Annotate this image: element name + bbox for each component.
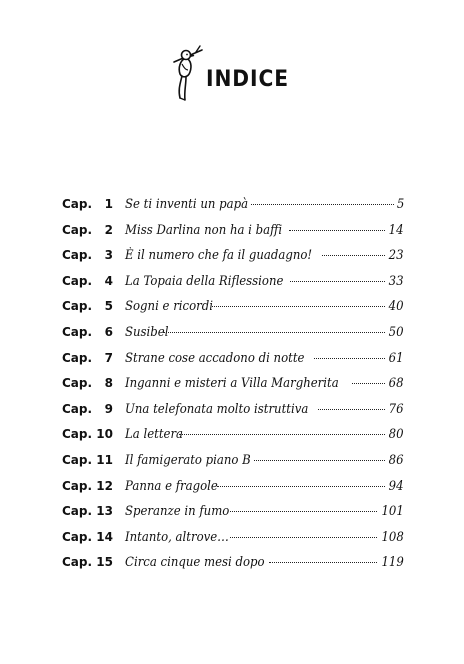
chapter-number: 11 [96, 452, 113, 467]
chapter-label: Cap. [62, 324, 93, 339]
chapter-number: 10 [96, 427, 113, 442]
toc-entry [62, 555, 404, 581]
chapter-title: Strane cose accadono di notte [125, 350, 305, 366]
page-title: INDICE [205, 67, 289, 92]
chapter-number: 1 [104, 197, 113, 211]
dot-leader [290, 280, 385, 282]
chapter-title: Intanto, altrove… [125, 529, 229, 545]
chapter-page-number: 108 [381, 529, 404, 545]
chapter-number: 13 [96, 504, 113, 519]
chapter-page-number: 76 [389, 401, 404, 417]
chapter-label: Cap. [62, 427, 93, 442]
chapter-page-number: 86 [389, 452, 404, 468]
chapter-page-number: 5 [396, 197, 404, 212]
chapter-label: Cap. [62, 248, 93, 263]
toc-entry [62, 427, 404, 453]
title-group [168, 40, 296, 102]
chapter-page-number: 119 [381, 555, 404, 571]
chapter-entry [125, 197, 404, 212]
chapter-entry [125, 504, 404, 519]
toc-entry [62, 376, 404, 402]
chapter-entry [125, 479, 404, 494]
toc-entry [62, 530, 404, 556]
chapter-entry [125, 427, 404, 442]
chapter-page-number: 101 [381, 504, 404, 520]
chapter-page-number: 80 [389, 427, 404, 443]
chapter-number: 4 [104, 273, 113, 288]
chapter-page-number: 68 [389, 376, 404, 392]
chapter-label: Cap. [62, 273, 93, 288]
dot-leader [251, 203, 394, 205]
chapter-title: La lettera [125, 427, 184, 443]
toc-entry [62, 299, 404, 325]
chapter-number: 12 [96, 478, 113, 493]
index-header [0, 40, 464, 102]
chapter-label: Cap. [62, 478, 93, 493]
chapter-label: Cap. [62, 504, 93, 519]
chapter-entry [125, 248, 404, 263]
chapter-entry [125, 351, 404, 366]
dot-leader [254, 459, 385, 461]
toc-entry [62, 453, 404, 479]
toc-entry [62, 197, 404, 223]
chapter-page-number: 33 [389, 273, 404, 289]
chapter-entry [125, 325, 404, 340]
table-of-contents [62, 197, 404, 581]
chapter-label: Cap. [62, 555, 93, 570]
dot-leader [212, 305, 385, 307]
chapter-page-number: 23 [389, 248, 404, 264]
chapter-number: 7 [104, 350, 113, 365]
dot-leader [230, 536, 378, 538]
dot-leader [322, 254, 385, 256]
chapter-label: Cap. [62, 299, 93, 314]
chapter-title: Circa cinque mesi dopo [125, 555, 265, 571]
chapter-number: 5 [104, 299, 113, 314]
toc-entry [62, 504, 404, 530]
chapter-number: 2 [104, 222, 113, 237]
chapter-title: Speranze in fumo [125, 504, 230, 520]
chapter-title: Inganni e misteri a Villa Margherita [125, 376, 339, 392]
dot-leader [269, 561, 377, 563]
toc-entry [62, 479, 404, 505]
chapter-title: È il numero che fa il guadagno! [125, 248, 313, 264]
chapter-title: Panna e fragole [125, 478, 218, 494]
chapter-page-number: 61 [389, 350, 404, 366]
chapter-title: Sogni e ricordi [125, 299, 213, 315]
chapter-label: Cap. [62, 222, 93, 237]
dot-leader [163, 331, 386, 333]
chapter-title: Susibel [125, 324, 169, 340]
dot-leader [217, 485, 385, 487]
chapter-title: Se ti inventi un papà [125, 197, 249, 212]
bird-on-branch-icon [168, 40, 204, 102]
chapter-title: Il famigerato piano B [125, 452, 251, 468]
chapter-number: 3 [104, 248, 113, 263]
chapter-number: 15 [96, 555, 113, 570]
chapter-label: Cap. [62, 452, 93, 467]
chapter-entry [125, 223, 404, 238]
chapter-number: 14 [96, 529, 113, 544]
toc-entry [62, 223, 404, 249]
chapter-entry [125, 402, 404, 417]
chapter-title: Una telefonata molto istruttiva [125, 401, 309, 417]
chapter-number: 9 [104, 401, 113, 416]
chapter-title: La Topaia della Riflessione [125, 273, 284, 289]
chapter-label: Cap. [62, 350, 93, 365]
toc-entry [62, 274, 404, 300]
chapter-page-number: 40 [389, 299, 404, 315]
chapter-label: Cap. [62, 376, 93, 391]
toc-entry [62, 351, 404, 377]
chapter-entry [125, 274, 404, 289]
chapter-entry [125, 376, 404, 391]
chapter-page-number: 14 [389, 222, 404, 238]
dot-leader [230, 510, 377, 512]
toc-entry [62, 325, 404, 351]
chapter-title: Miss Darlina non ha i baffi [125, 222, 283, 238]
chapter-number: 8 [104, 376, 113, 391]
toc-entry [62, 248, 404, 274]
chapter-entry [125, 555, 404, 570]
chapter-number: 6 [104, 324, 113, 339]
chapter-entry [125, 453, 404, 468]
chapter-page-number: 94 [389, 478, 404, 494]
toc-entry [62, 402, 404, 428]
dot-leader [179, 433, 386, 435]
chapter-page-number: 50 [389, 324, 404, 340]
chapter-label: Cap. [62, 197, 93, 211]
chapter-label: Cap. [62, 401, 93, 416]
dot-leader [352, 382, 386, 384]
chapter-entry [125, 530, 404, 545]
dot-leader [318, 408, 386, 410]
dot-leader [289, 229, 386, 231]
chapter-label: Cap. [62, 529, 93, 544]
chapter-entry [125, 299, 404, 314]
dot-leader [314, 357, 386, 359]
